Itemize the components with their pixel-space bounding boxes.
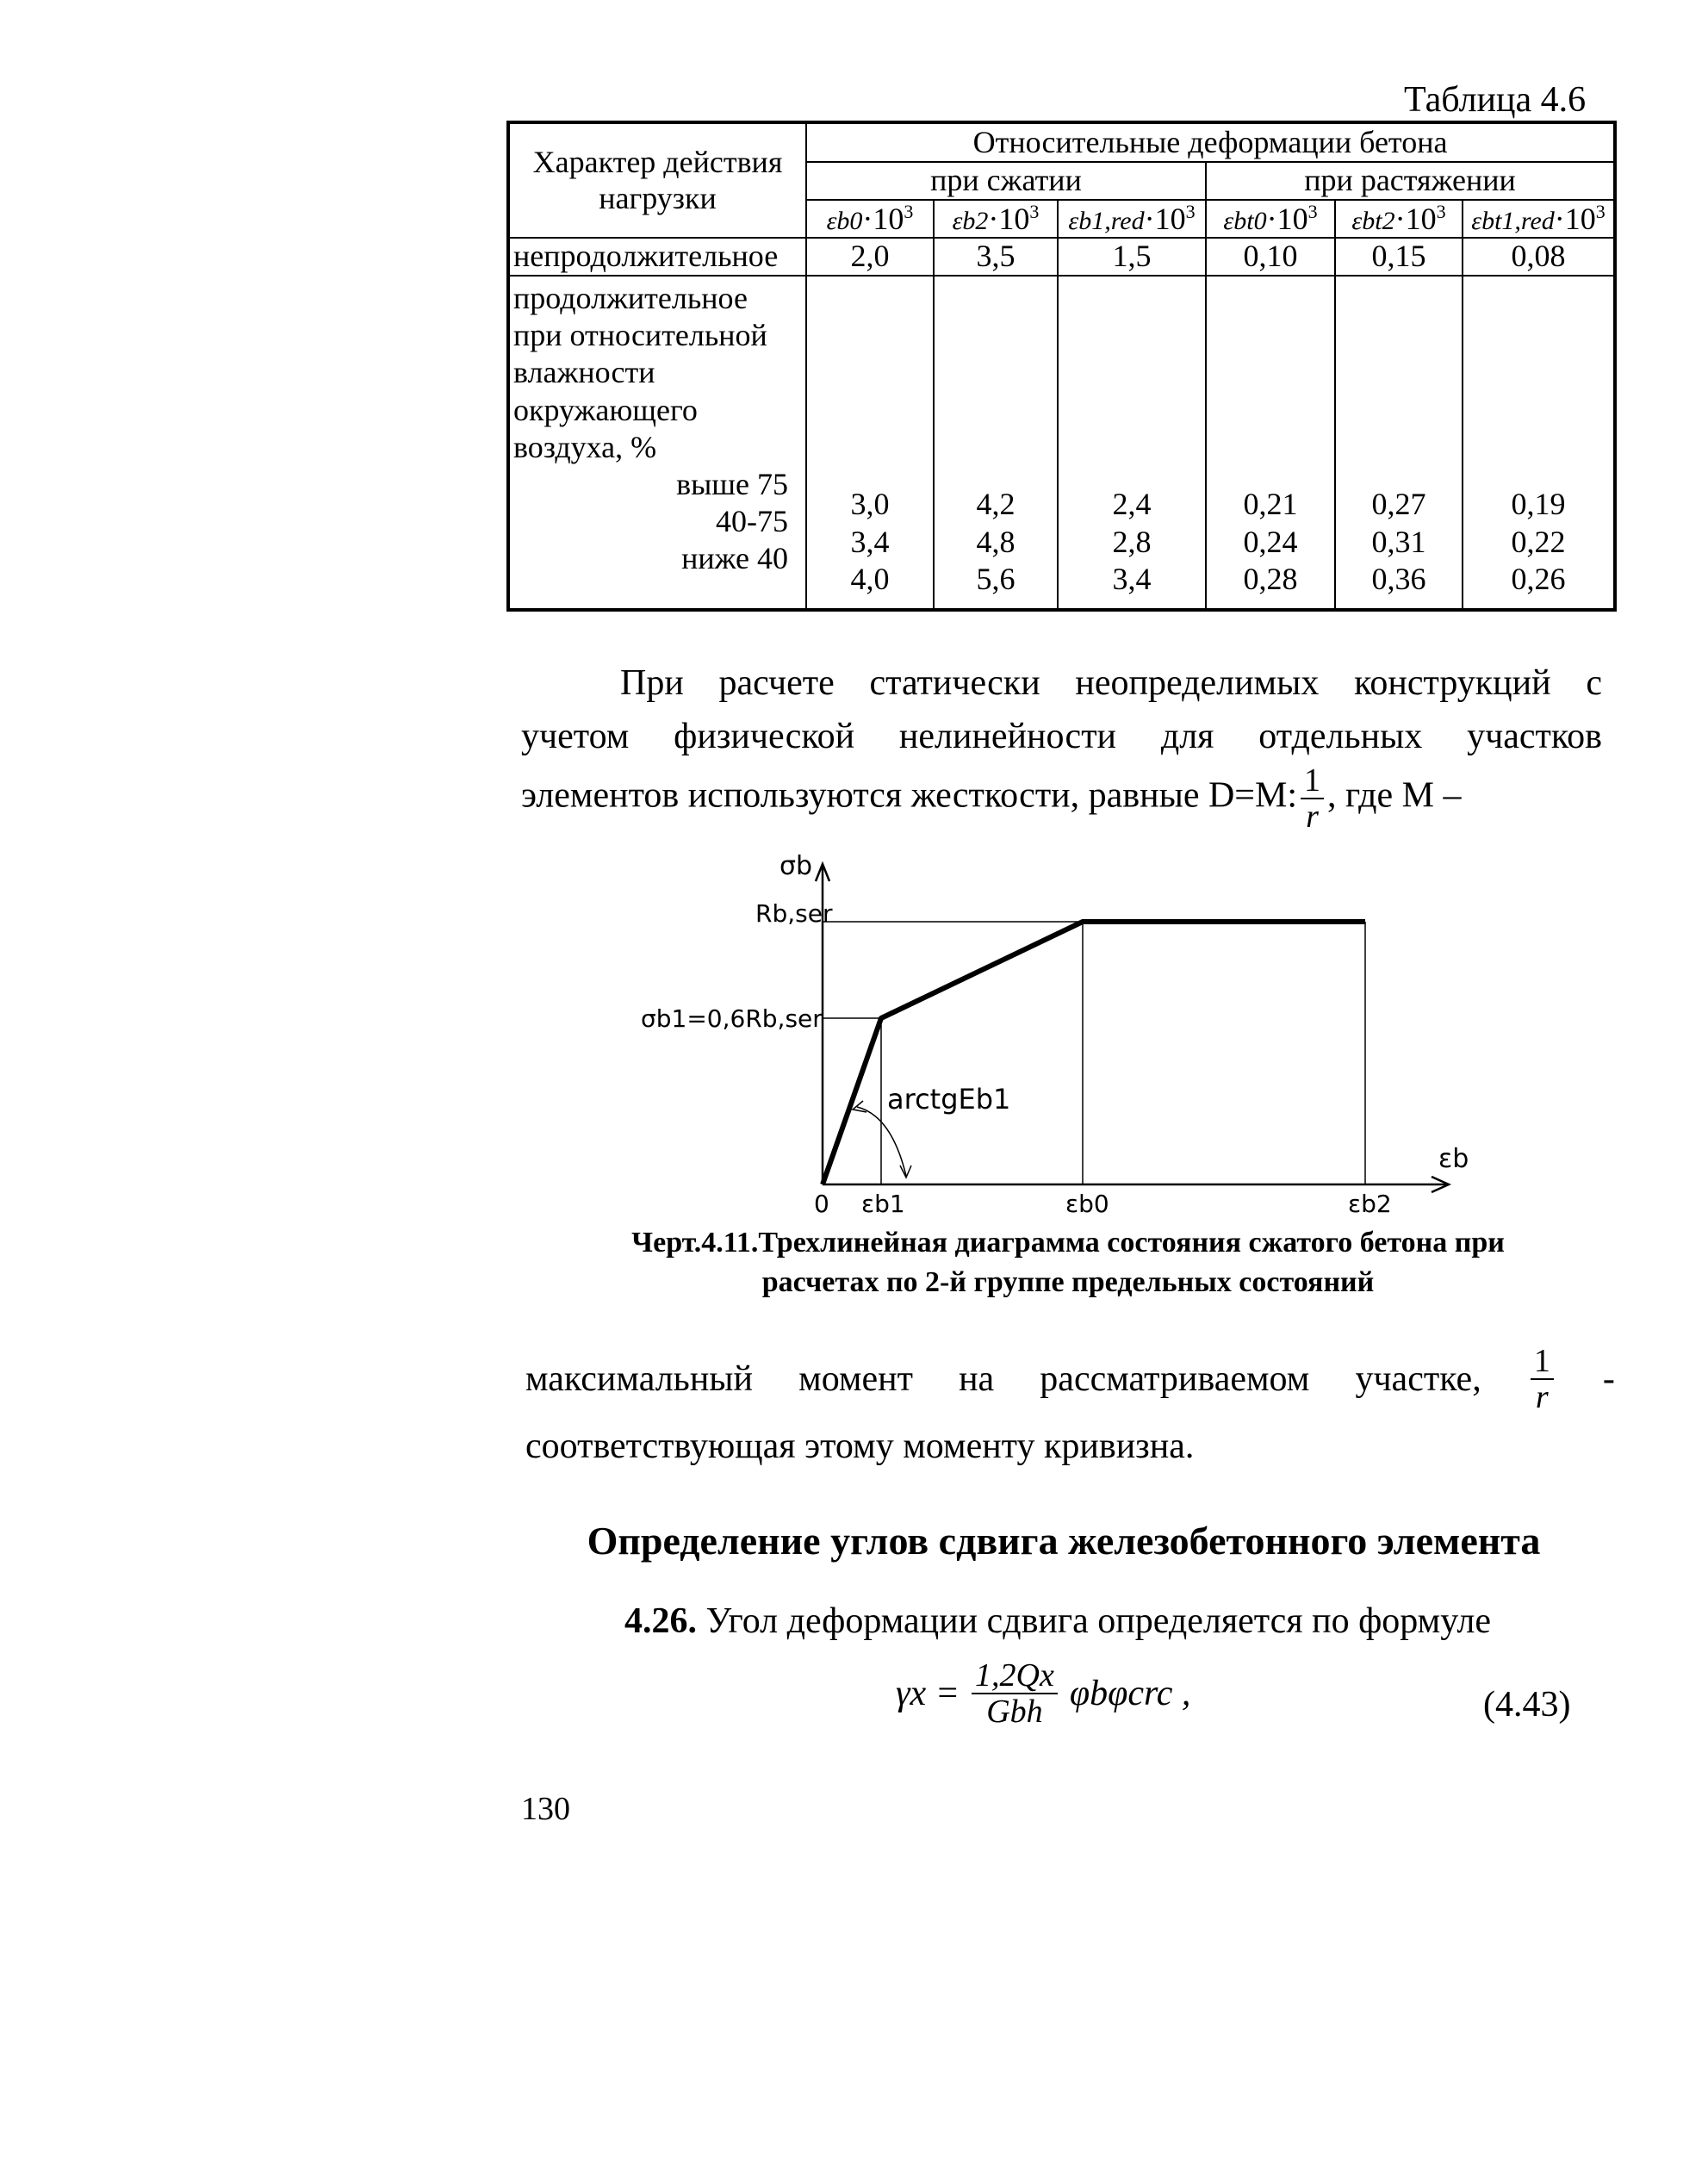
paragraph-line: элементов используются жесткости, равные D=M: $\frac{1}{r}$ , где M – — [521, 762, 1462, 835]
table-cell: 0,19 0,22 0,26 — [1463, 276, 1615, 610]
col-header: $\varepsilon b1,red\cdot 10^3$ — [1058, 200, 1206, 238]
paragraph-line: соответствующая этому моменту кривизна. — [525, 1426, 1195, 1466]
eps-b0-tick-label: εb0 — [1065, 1190, 1109, 1218]
table-cell: 1,5 — [1058, 238, 1206, 276]
humidity-sublabels — [513, 466, 802, 578]
x-axis-label: εb — [1438, 1144, 1469, 1174]
table-cell: 3,5 — [934, 238, 1058, 276]
fraction: $\frac{1}{r}$ — [1531, 1344, 1554, 1414]
table-title: Таблица 4.6 — [1404, 80, 1587, 120]
table-cell: 2,4 2,8 3,4 — [1058, 276, 1206, 610]
table-cell: 0,10 — [1206, 238, 1335, 276]
equation-number: (4.43) — [1483, 1685, 1571, 1725]
table-cell: 3,0 3,4 4,0 — [806, 276, 934, 610]
eps-b2-tick-label: εb2 — [1348, 1190, 1392, 1218]
header-deformations: Относительные деформации бетона — [806, 122, 1615, 162]
col-header: $\varepsilon bt2\cdot 10^3$ — [1335, 200, 1463, 238]
table-cell: 4,2 4,8 5,6 — [934, 276, 1058, 610]
stress-strain-diagram — [637, 848, 1469, 1219]
rbser-tick-label: Rb,ser — [755, 899, 833, 928]
eps-b1-tick-label: εb1 — [861, 1190, 905, 1218]
col-header: $\varepsilon b0\cdot 10^3$ — [806, 200, 934, 238]
paragraph-line: максимальный момент на рассматриваемом участке, $\frac{1}{r}$ - — [525, 1343, 1615, 1415]
col-header: $\varepsilon bt1,red\cdot 10^3$ — [1463, 200, 1615, 238]
origin-label: 0 — [814, 1190, 829, 1218]
table-cell: 0,27 0,31 0,36 — [1335, 276, 1463, 610]
header-compression: при сжатии — [806, 162, 1206, 200]
formula-fraction: $\frac{1,2Qx}{\text{Gbh}}$ — [972, 1658, 1058, 1729]
page-number: 130 — [521, 1791, 570, 1827]
table-cell: 0,21 0,24 0,28 — [1206, 276, 1335, 610]
table-cell: 2,0 — [806, 238, 934, 276]
caption-line: Черт.4.11.Трехлинейная диаграмма состояния сжатого бетона при — [631, 1227, 1505, 1259]
row-label: непродолжительное — [508, 238, 806, 276]
formula-4-43 — [896, 1658, 1190, 1729]
sublabel: выше 75 — [676, 466, 788, 501]
paragraph-4-26: 4.26. Угол деформации сдвига определяется по формуле — [624, 1601, 1491, 1641]
header-load-character: Характер действия нагрузки — [508, 122, 806, 238]
table-row — [508, 238, 1615, 276]
deformation-table — [506, 121, 1617, 612]
fraction: $\frac{1}{r}$ — [1301, 763, 1324, 834]
angle-label: arctgEb1 — [887, 1083, 1011, 1116]
y-axis-label: σb — [779, 851, 813, 881]
figure-caption — [534, 1223, 1602, 1302]
paragraph-line: При расчете статически неопределимых конструкций с — [620, 663, 1602, 703]
formula-rhs: φbφcrc , — [1069, 1674, 1191, 1713]
table-cell: 0,08 — [1463, 238, 1615, 276]
row-label-text: продолжительное при относительной влажности окружающего воздуха, % — [513, 281, 767, 464]
caption-line: расчетах по 2-й группе предельных состояний — [761, 1266, 1375, 1298]
paragraph-curvature — [525, 1344, 1615, 1473]
col-header: $\varepsilon b2\cdot 10^3$ — [934, 200, 1058, 238]
row-label — [508, 276, 806, 610]
angle-arc-arrow — [853, 1101, 866, 1112]
sigma-b1-tick-label: σb1=0,6Rb,ser — [641, 1004, 823, 1033]
table-cell: 0,15 — [1335, 238, 1463, 276]
paragraph-stiffness — [521, 656, 1602, 834]
header-tension: при растяжении — [1206, 162, 1615, 200]
trilinear-curve — [823, 922, 1365, 1184]
section-heading: Определение углов сдвига железобетонного элемента — [587, 1519, 1541, 1563]
formula-lhs: γx = — [896, 1674, 960, 1713]
sublabel: ниже 40 — [681, 541, 788, 576]
paragraph-line: учетом физической нелинейности для отдельных участков — [521, 717, 1602, 756]
col-header: $\varepsilon bt0\cdot 10^3$ — [1206, 200, 1335, 238]
table-row — [508, 276, 1615, 610]
sublabel: 40-75 — [716, 504, 788, 539]
